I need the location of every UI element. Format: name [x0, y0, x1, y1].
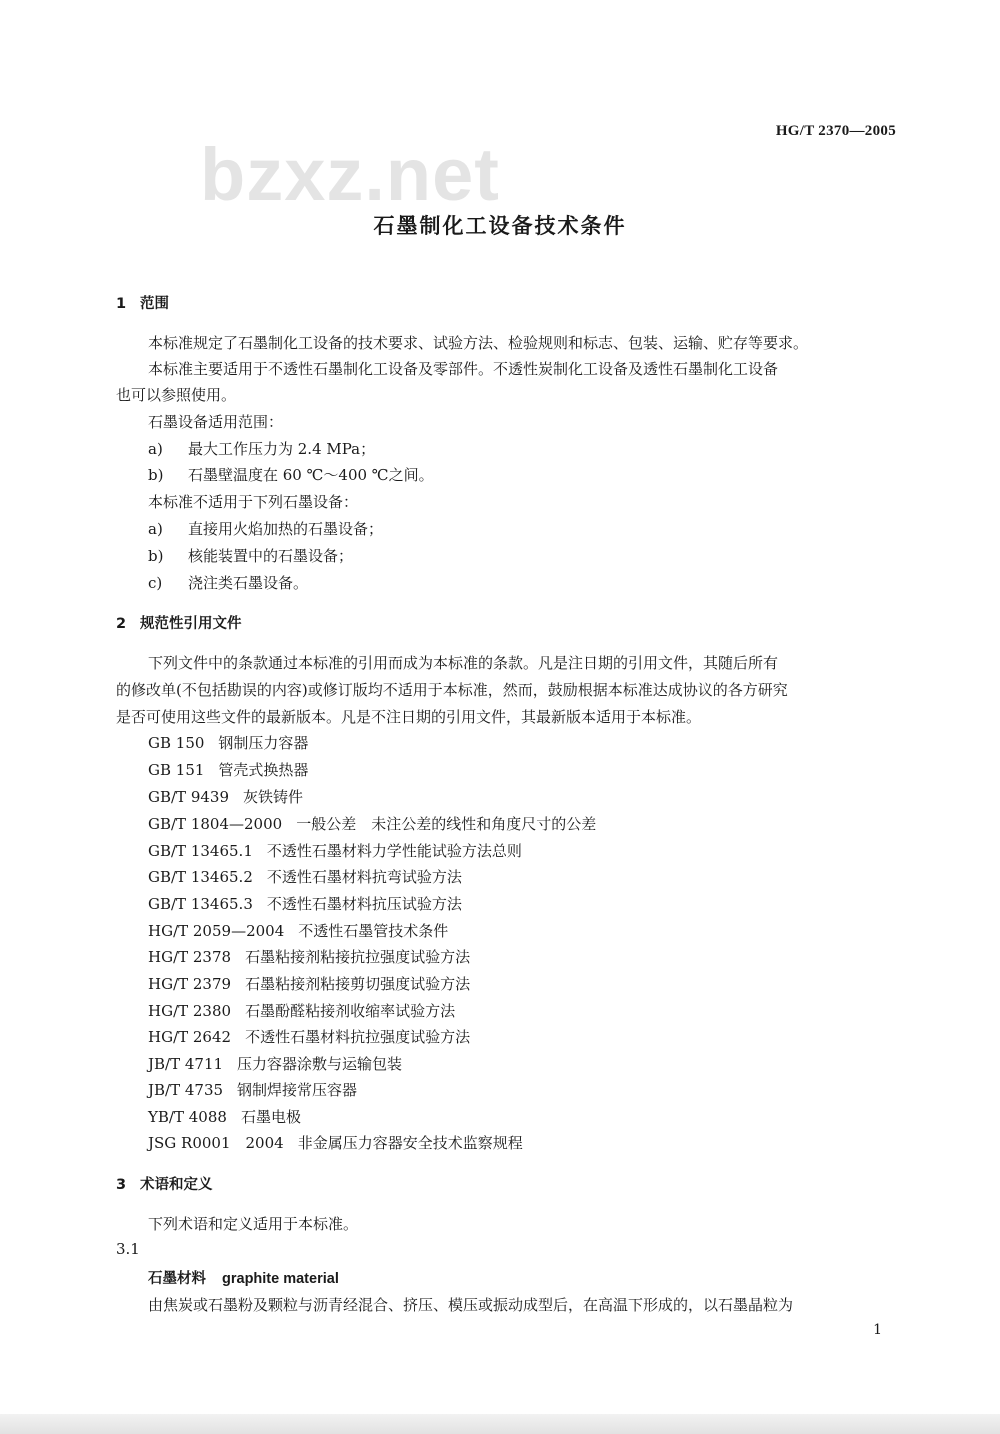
reference-item — [148, 732, 308, 753]
term-english: graphite material — [222, 1271, 339, 1287]
reference-title: 石墨粘接剂粘接剪切强度试验方法 — [245, 975, 471, 993]
reference-title: 钢制压力容器 — [218, 734, 309, 752]
reference-title: 不透性石墨材料力学性能试验方法总则 — [266, 842, 522, 860]
list-marker: a) — [148, 440, 163, 458]
subsection-number: 3.1 — [116, 1240, 140, 1258]
list-item — [148, 464, 434, 485]
reference-code: GB/T 1804—2000 — [148, 815, 283, 833]
section-number: 3 — [116, 1177, 127, 1193]
list-text: 浇注类石墨设备。 — [188, 574, 309, 592]
section-number: 1 — [116, 296, 127, 312]
list-item — [148, 518, 383, 539]
reference-code: HG/T 2378 — [148, 948, 232, 966]
list-marker: b) — [148, 466, 164, 484]
reference-item — [148, 1079, 357, 1100]
reference-item — [148, 920, 448, 941]
reference-code: JB/T 4711 — [148, 1055, 224, 1073]
reference-code: HG/T 2379 — [148, 975, 232, 993]
list-text: 石墨壁温度在 60 ℃～400 ℃之间。 — [188, 466, 434, 484]
list-item — [148, 438, 375, 459]
standard-code: HG/T 2370—2005 — [775, 123, 896, 139]
list-marker: b) — [148, 547, 164, 565]
reference-title: 压力容器涂敷与运输包装 — [237, 1055, 403, 1073]
reference-title: 石墨酚醛粘接剂收缩率试验方法 — [245, 1002, 456, 1020]
reference-item — [148, 1106, 301, 1127]
paragraph-continuation: 的修改单(不包括勘误的内容)或修订版均不适用于本标准，然而，鼓励根据本标准达成协议的各方研究 — [116, 681, 788, 699]
list-text: 直接用火焰加热的石墨设备； — [188, 520, 384, 538]
reference-item — [148, 1000, 455, 1021]
paragraph: 石墨设备适用范围： — [148, 413, 284, 431]
section-3-heading — [116, 1173, 213, 1194]
paragraph: 本标准规定了石墨制化工设备的技术要求、试验方法、检验规则和标志、包装、运输、贮存等要求。 — [148, 334, 809, 352]
reference-code: JSG R0001 2004 — [148, 1134, 284, 1152]
paragraph-continuation: 也可以参照使用。 — [116, 386, 237, 404]
section-number: 2 — [116, 616, 127, 632]
reference-item — [148, 786, 303, 807]
list-text: 核能装置中的石墨设备； — [188, 547, 354, 565]
reference-item — [148, 1053, 402, 1074]
reference-code: GB/T 13465.3 — [148, 895, 253, 913]
reference-item — [148, 1132, 523, 1153]
reference-title: 不透性石墨材料抗弯试验方法 — [266, 868, 462, 886]
reference-code: YB/T 4088 — [148, 1108, 227, 1126]
definition-text: 由焦炭或石墨粉及颗粒与沥青经混合、挤压、模压或振动成型后，在高温下形成的，以石墨晶粒为 — [148, 1296, 794, 1314]
scan-bottom-edge — [0, 1414, 1000, 1434]
list-item — [148, 545, 353, 566]
reference-code: HG/T 2380 — [148, 1002, 232, 1020]
section-1-heading — [116, 292, 169, 313]
reference-code: GB/T 9439 — [148, 788, 230, 806]
page-number: 1 — [873, 1322, 882, 1338]
reference-title: 灰铁铸件 — [243, 788, 304, 806]
reference-item — [148, 759, 308, 780]
section-title: 规范性引用文件 — [140, 616, 242, 632]
term-heading — [148, 1267, 339, 1288]
reference-title: 不透性石墨材料抗压试验方法 — [266, 895, 462, 913]
reference-code: GB/T 13465.1 — [148, 842, 253, 860]
reference-item — [148, 840, 522, 861]
section-title: 术语和定义 — [140, 1177, 213, 1193]
list-marker: c) — [148, 574, 163, 592]
reference-item — [148, 1026, 470, 1047]
reference-code: GB 151 — [148, 761, 205, 779]
paragraph: 下列文件中的条款通过本标准的引用而成为本标准的条款。凡是注日期的引用文件，其随后所有 — [148, 654, 779, 672]
reference-code: GB 150 — [148, 734, 205, 752]
reference-code: HG/T 2642 — [148, 1028, 232, 1046]
paragraph: 本标准不适用于下列石墨设备： — [148, 493, 359, 511]
paragraph: 下列术语和定义适用于本标准。 — [148, 1215, 359, 1233]
reference-code: HG/T 2059—2004 — [148, 922, 285, 940]
reference-title: 石墨粘接剂粘接抗拉强度试验方法 — [245, 948, 471, 966]
section-2-heading — [116, 612, 242, 633]
paragraph: 本标准主要适用于不透性石墨制化工设备及零部件。不透性炭制化工设备及透性石墨制化工设备 — [148, 360, 779, 378]
reference-item — [148, 893, 462, 914]
reference-title: 管壳式换热器 — [218, 761, 309, 779]
watermark: bzxz.net — [200, 133, 500, 216]
list-marker: a) — [148, 520, 163, 538]
reference-title: 一般公差 未注公差的线性和角度尺寸的公差 — [296, 815, 597, 833]
reference-title: 不透性石墨管技术条件 — [298, 922, 449, 940]
list-item — [148, 572, 308, 593]
reference-item — [148, 973, 470, 994]
reference-item — [148, 946, 470, 967]
section-title: 范围 — [140, 296, 169, 312]
reference-code: JB/T 4735 — [148, 1081, 224, 1099]
paragraph-continuation: 是否可使用这些文件的最新版本。凡是不注日期的引用文件，其最新版本适用于本标准。 — [116, 708, 702, 726]
reference-title: 不透性石墨材料抗拉强度试验方法 — [245, 1028, 471, 1046]
reference-item — [148, 866, 462, 887]
term-chinese: 石墨材料 — [148, 1271, 206, 1287]
document-title: 石墨制化工设备技术条件 — [373, 214, 627, 238]
reference-code: GB/T 13465.2 — [148, 868, 253, 886]
list-text: 最大工作压力为 2.4 MPa； — [188, 440, 376, 458]
reference-item — [148, 813, 596, 834]
reference-title: 钢制焊接常压容器 — [237, 1081, 358, 1099]
reference-title: 非金属压力容器安全技术监察规程 — [297, 1134, 523, 1152]
reference-title: 石墨电极 — [240, 1108, 301, 1126]
